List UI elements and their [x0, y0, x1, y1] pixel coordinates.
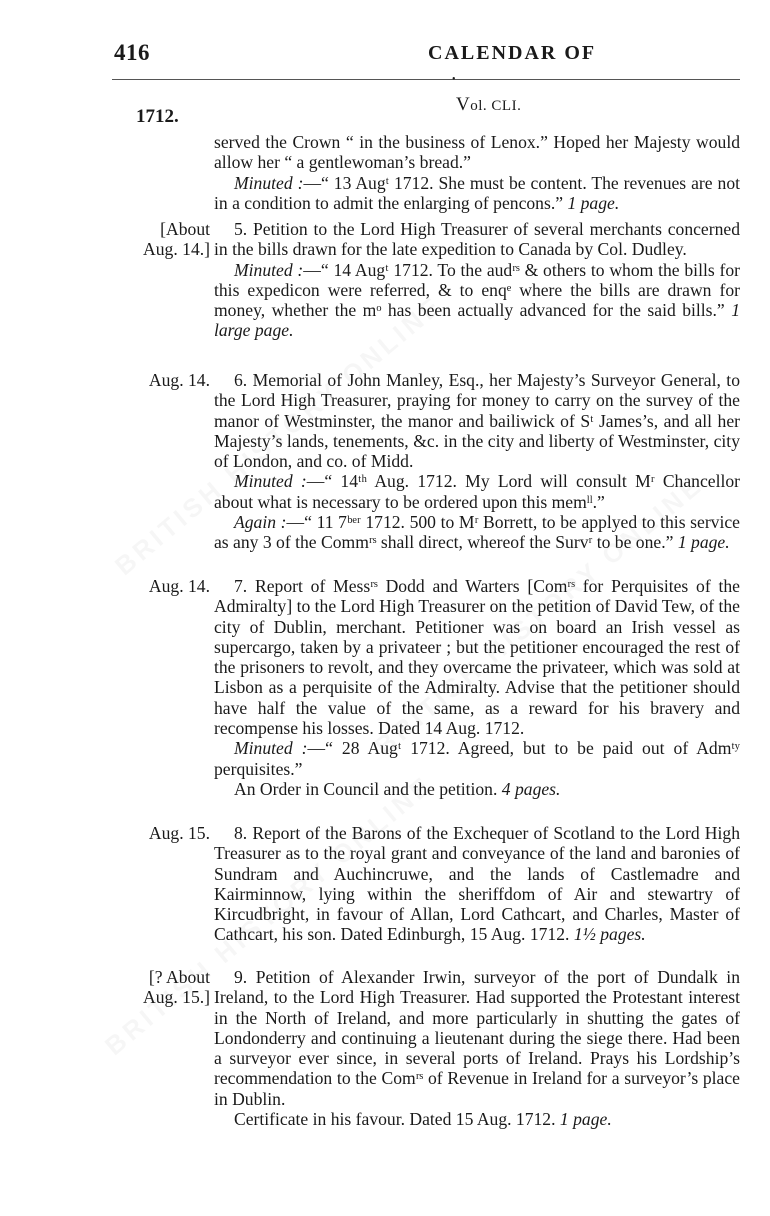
minute-paragraph: Minuted :—“ 14 Augᵗ 1712. To the audʳˢ & others to whom the bills for this expedicon were referred, & to enqᵉ where the bills are drawn for money, whether the mᵒ has been actually advanced for the said bills.” 1 large page.: [214, 259, 740, 341]
page-note: 1 page.: [559, 1109, 612, 1130]
entry-continuation: [214, 132, 740, 213]
volume-heading: [456, 94, 521, 116]
minute-label: Minuted :: [234, 471, 307, 492]
page-note: 1½ pages.: [573, 924, 646, 945]
running-title: CALENDAR OF: [428, 42, 597, 64]
entry-text: 8. Report of the Barons of the Exchequer of Scotland to the Lord High Treasurer as to the royal grant and conveyance of the land and baronies of Sundram and Auchincruwe, and the lands of Castlemadre and Kairminnow, lying within the sheriffdom of Air and stewartry of Kircudbright, in favour of Allan, Lord Cathcart, and Charles, Master of Cathcart, his son. Dated Edinburgh, 15 Aug. 1712. 1½ pages.: [214, 823, 740, 945]
rule-ornament: •: [452, 74, 456, 85]
again-label: Again :: [234, 512, 287, 533]
minute-label: Minuted :: [234, 259, 304, 280]
page-note: 1 page.: [677, 532, 730, 553]
volume-prefix: V: [456, 94, 471, 115]
entry-date: [? About Aug. 15.]: [143, 967, 210, 1008]
page-note: 4 pages.: [501, 778, 561, 799]
entry-text: 7. Report of Messʳˢ Dodd and Warters [Comʳˢ for Perquisites of the Admiralty] to the Lord High Treasurer on the petition of David Tew, of the city of Dublin, merchant. Petitioner was on board an Irish vessel as supercargo, taken by a privateer ; but the petitioner encouraged the rest of the prisoners to revolt, and they overcame the privateer, which was sold at Lisbon as a perquisite of the Admiralty. Advise that the petitioner should have half the value of the same, as a reward for his bravery and recompense his losses. Dated 14 Aug. 1712.: [214, 576, 740, 739]
entry-text: 5. Petition to the Lord High Treasurer of several merchants concerned in the bills drawn for the late expedition to Canada by Col. Dudley.: [214, 219, 740, 260]
certificate-paragraph: Certificate in his favour. Dated 15 Aug. 1712. 1 page.: [234, 1109, 612, 1130]
page-note: 1 page.: [567, 192, 620, 213]
entry-7: [214, 576, 740, 799]
header-rule: [112, 79, 740, 80]
entry-text: 6. Memorial of John Manley, Esq., her Majesty’s Surveyor General, to the Lord High Treasurer, praying for money to carry on the survey of the manor of Westminster, the manor and bailiwick of Sᵗ James’s, and all her Majesty’s lands, tenements, &c. in the city and liberty of Westminster, city of London, and co. of Midd.: [214, 370, 740, 472]
margin-year: 1712.: [136, 106, 179, 127]
entry-8: [214, 823, 740, 945]
entry-text: served the Crown “ in the business of Lenox.” Hoped her Majesty would allow her “ a gentlewoman’s bread.”: [214, 132, 740, 173]
entry-6: [214, 370, 740, 553]
entry-text: 9. Petition of Alexander Irwin, surveyor of the port of Dundalk in Ireland, to the Lord High Treasurer. Had supported the Protestant interest in the North of Ireland, and more particularly in shutting the gates of Londonderry and continuing a lieutenant during the siege there. Had been a surveyor ever since, in several ports of Ireland. Prays his Lordship’s recommendation to the Comʳˢ of Revenue in Ireland for a surveyor’s place in Dublin.: [214, 967, 740, 1109]
minute-label: Minuted :: [234, 172, 304, 193]
minute-paragraph: Minuted :—“ 14ᵗʰ Aug. 1712. My Lord will consult Mʳ Chancellor about what is necessary to be ordered upon this memˡˡ.”: [214, 471, 741, 512]
entry-9: [214, 967, 740, 1129]
enclosure-paragraph: An Order in Council and the petition. 4 pages.: [234, 778, 561, 799]
entry-5: [214, 219, 740, 341]
page-note: 1 large page.: [214, 300, 740, 341]
entry-date: Aug. 15.: [148, 823, 210, 843]
volume-rest: ol. CLI.: [470, 98, 522, 114]
page-number: 416: [114, 40, 150, 65]
minute-paragraph: Minuted :—“ 13 Augᵗ 1712. She must be content. The revenues are not in a condition to admit the enlarging of pencons.” 1 page.: [214, 172, 740, 213]
again-paragraph: Again :—“ 11 7ᵇᵉʳ 1712. 500 to Mʳ Borrett, to be applyed to this service as any 3 of the Commʳˢ shall direct, whereof the Survʳ to be one.” 1 page.: [214, 512, 740, 553]
entry-date: [About Aug. 14.]: [143, 219, 210, 260]
entry-date: Aug. 14.: [148, 370, 210, 390]
minute-paragraph: Minuted :—“ 28 Augᵗ 1712. Agreed, but to be paid out of Admᵗʸ perquisites.”: [214, 738, 741, 779]
minute-label: Minuted :: [234, 738, 308, 759]
entry-date: Aug. 14.: [148, 576, 210, 596]
